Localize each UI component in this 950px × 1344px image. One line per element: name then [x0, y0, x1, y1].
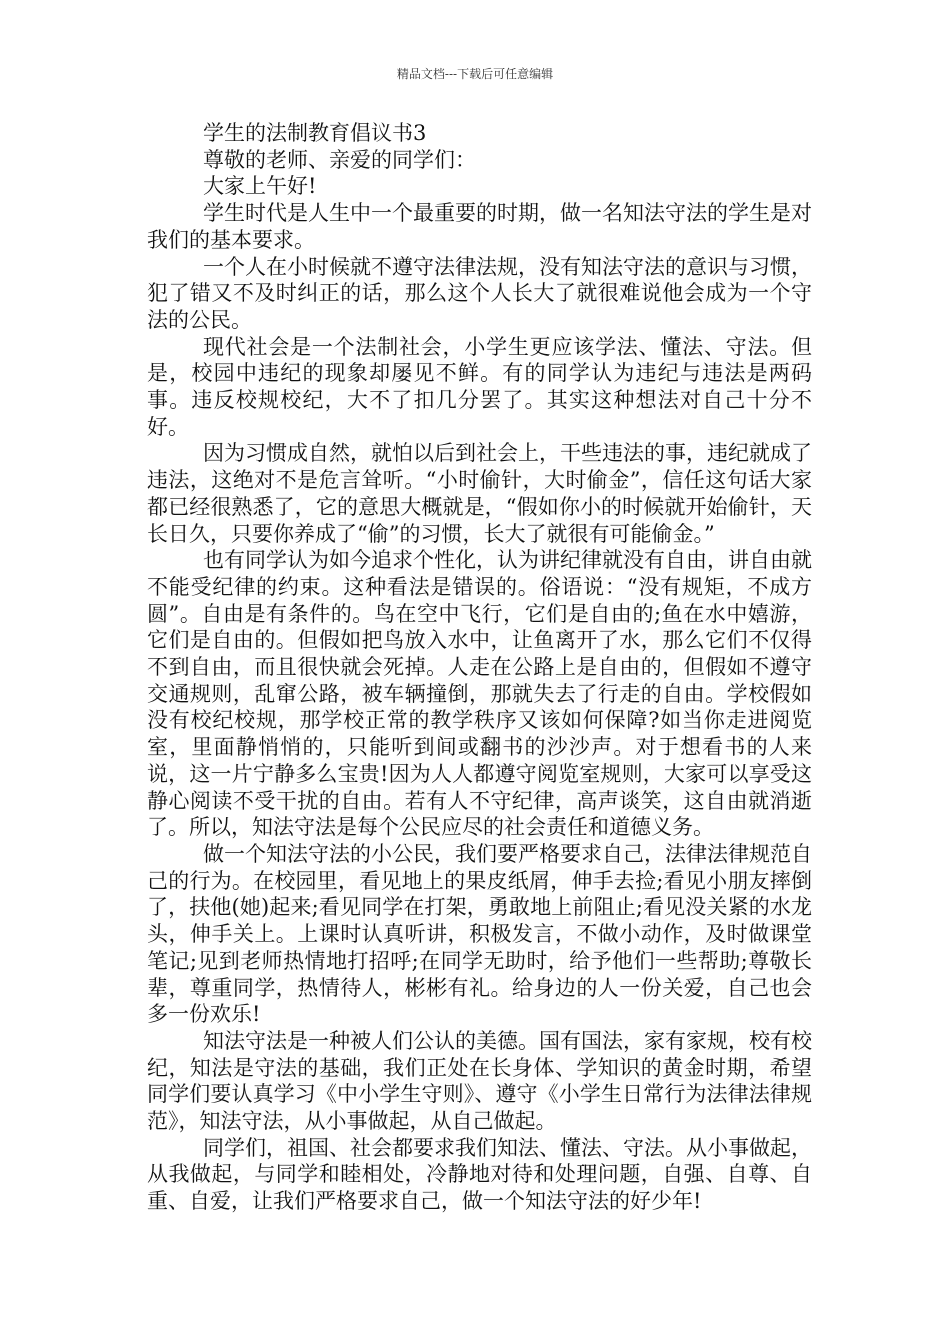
paragraph: 做一个知法守法的小公民，我们要严格要求自己，法律法律规范自己的行为。在校园里，看见地上的果皮纸屑，伸手去捡;看见小朋友摔倒了，扶他(她)起来;看见同学在打架，勇敢地上前阻止;看见没关紧的水龙头，伸手关上。上课时认真听讲，积极发言，不做小动作，及时做课堂笔记;见到老师热情地打招呼;在同学无助时，给予他们一些帮助;尊敬长辈，尊重同学，热情待人，彬彬有礼。给身边的人一份关爱，自己也会多一份欢乐! [147, 841, 812, 1027]
greeting: 大家上午好! [203, 174, 317, 199]
document-body [147, 120, 812, 1215]
document-title: 学生的法制教育倡议书3 [203, 121, 427, 145]
page-header: 精品文档---下载后可任意编辑 [396, 67, 554, 81]
paragraph: 学生时代是人生中一个最重要的时期，做一名知法守法的学生是对我们的基本要求。 [147, 201, 812, 252]
paragraph: 现代社会是一个法制社会，小学生更应该学法、懂法、守法。但是，校园中违纪的现象却屡见不鲜。有的同学认为违纪与违法是两码事。违反校规校纪，大不了扣几分罢了。其实这种想法对自己十分不好。 [147, 334, 812, 439]
salutation: 尊敬的老师、亲爱的同学们： [203, 147, 476, 172]
paragraph: 知法守法是一种被人们公认的美德。国有国法，家有家规，校有校纪，知法是守法的基础，我们正处在长身体、学知识的黄金时期，希望同学们要认真学习《中小学生守则》、遵守《小学生日常行为法律法律规范》，知法守法，从小事做起，从自己做起。 [147, 1028, 812, 1134]
paragraph: 也有同学认为如今追求个性化，认为讲纪律就没有自由，讲自由就不能受纪律的约束。这种看法是错误的。俗语说：“没有规矩，不成方圆”。自由是有条件的。鸟在空中飞行，它们是自由的;鱼在水中嬉游，它们是自由的。但假如把鸟放入水中，让鱼离开了水，那么它们不仅得不到自由，而且很快就会死掉。人走在公路上是自由的，但假如不遵守交通规则，乱窜公路，被车辆撞倒，那就失去了行走的自由。学校假如没有校纪校规，那学校正常的教学秩序又该如何保障?如当你走进阅览室，里面静悄悄的，只能听到间或翻书的沙沙声。对于想看书的人来说，这一片宁静多么宝贵!因为人人都遵守阅览室规则，大家可以享受这静心阅读不受干扰的自由。若有人不守纪律，高声谈笑，这自由就消逝了。所以，知法守法是每个公民应尽的社会责任和道德义务。 [147, 548, 812, 840]
paragraph: 因为习惯成自然，就怕以后到社会上，干些违法的事，违纪就成了违法，这绝对不是危言耸听。“小时偷针，大时偷金”，信任这句话大家都已经很熟悉了，它的意思大概就是，“假如你小的时候就开始偷针，天长日久，只要你养成了“偷”的习惯，长大了就很有可能偷金。” [147, 441, 812, 546]
paragraph: 同学们，祖国、社会都要求我们知法、懂法、守法。从小事做起，从我做起，与同学和睦相处，冷静地对待和处理问题，自强、自尊、自重、自爱，让我们严格要求自己，做一个知法守法的好少年! [147, 1135, 812, 1214]
paragraph: 一个人在小时候就不遵守法律法规，没有知法守法的意识与习惯，犯了错又不及时纠正的话，那么这个人长大了就很难说他会成为一个守法的公民。 [147, 254, 812, 332]
